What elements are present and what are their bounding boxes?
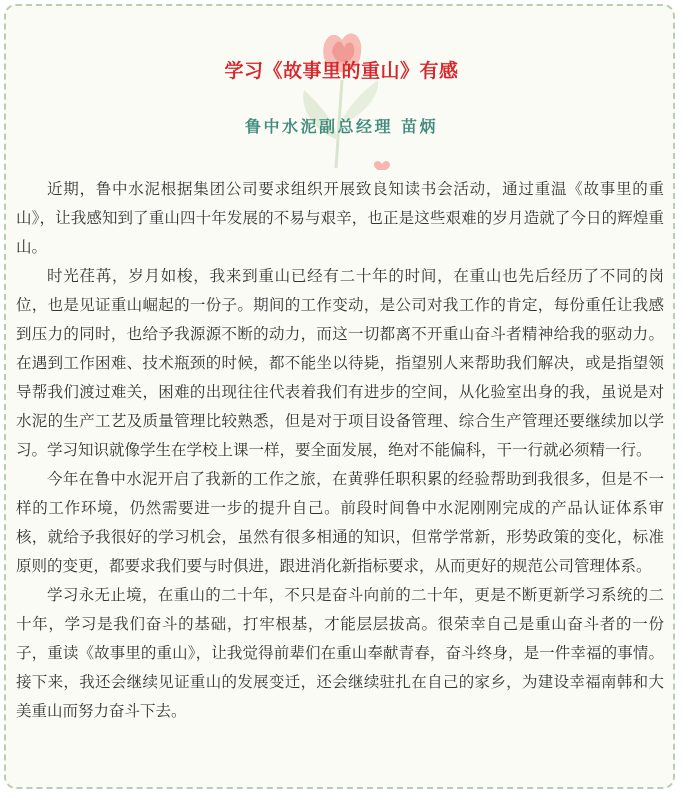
paragraph: 学习永无止境，在重山的二十年，不只是奋斗向前的二十年，更是不断更新学习系统的二十年，学习是我们奋斗的基础，打牢根基，才能层层拔高。很荣幸自己是重山奋斗者的一份子，重读《故事里的重山》，让我觉得前辈们在重山奉献青春，奋斗终身，是一件幸福的事情。接下来，我还会继续见证重山的发展变迁，还会继续驻扎在自己的家乡，为建设幸福南韩和大美重山而努力奋斗下去。 <box>16 586 664 720</box>
article-body <box>16 175 664 726</box>
paragraph: 时光荏苒，岁月如梭，我来到重山已经有二十年的时间，在重山也先后经历了不同的岗位，也是见证重山崛起的一份子。期间的工作变动，是公司对我工作的肯定，每份重任让我感到压力的同时，也给予我源源不断的动力，而这一切都离不开重山奋斗者精神给我的驱动力。在遇到工作困难、技术瓶颈的时候，都不能坐以待毙，指望别人来帮助我们解决，或是指望领导帮我们渡过难关，困难的出现往往代表着我们有进步的空间，从化验室出身的我，虽说是对水泥的生产工艺及质量管理比较熟悉，但是对于项目设备管理、综合生产管理还要继续加以学习。学习知识就像学生在学校上课一样，要全面发展，绝对不能偏科，干一行就必须精一行。 <box>16 267 664 459</box>
paragraph: 今年在鲁中水泥开启了我新的工作之旅，在黄骅任职积累的经验帮助到我很多，但是不一样的工作环境，仍然需要进一步的提升自己。前段时间鲁中水泥刚刚完成的产品认证体系审核，就给予我很好的学习机会，虽然有很多相通的知识，但常学常新，形势政策的变化，标准原则的变更，都要求我们要与时俱进，跟进消化新指标要求，从而更好的规范公司管理体系。 <box>16 470 664 575</box>
tulip-flower-icon <box>290 20 400 170</box>
article-author: 鲁中水泥副总经理 苗炳 <box>244 117 439 136</box>
article-title: 学习《故事里的重山》有感 <box>224 60 459 82</box>
paragraph: 近期，鲁中水泥根据集团公司要求组织开展致良知读书会活动，通过重温《故事里的重山》，让我感知到了重山四十年发展的不易与艰辛，也正是这些艰难的岁月造就了今日的辉煌重山。 <box>16 180 664 256</box>
